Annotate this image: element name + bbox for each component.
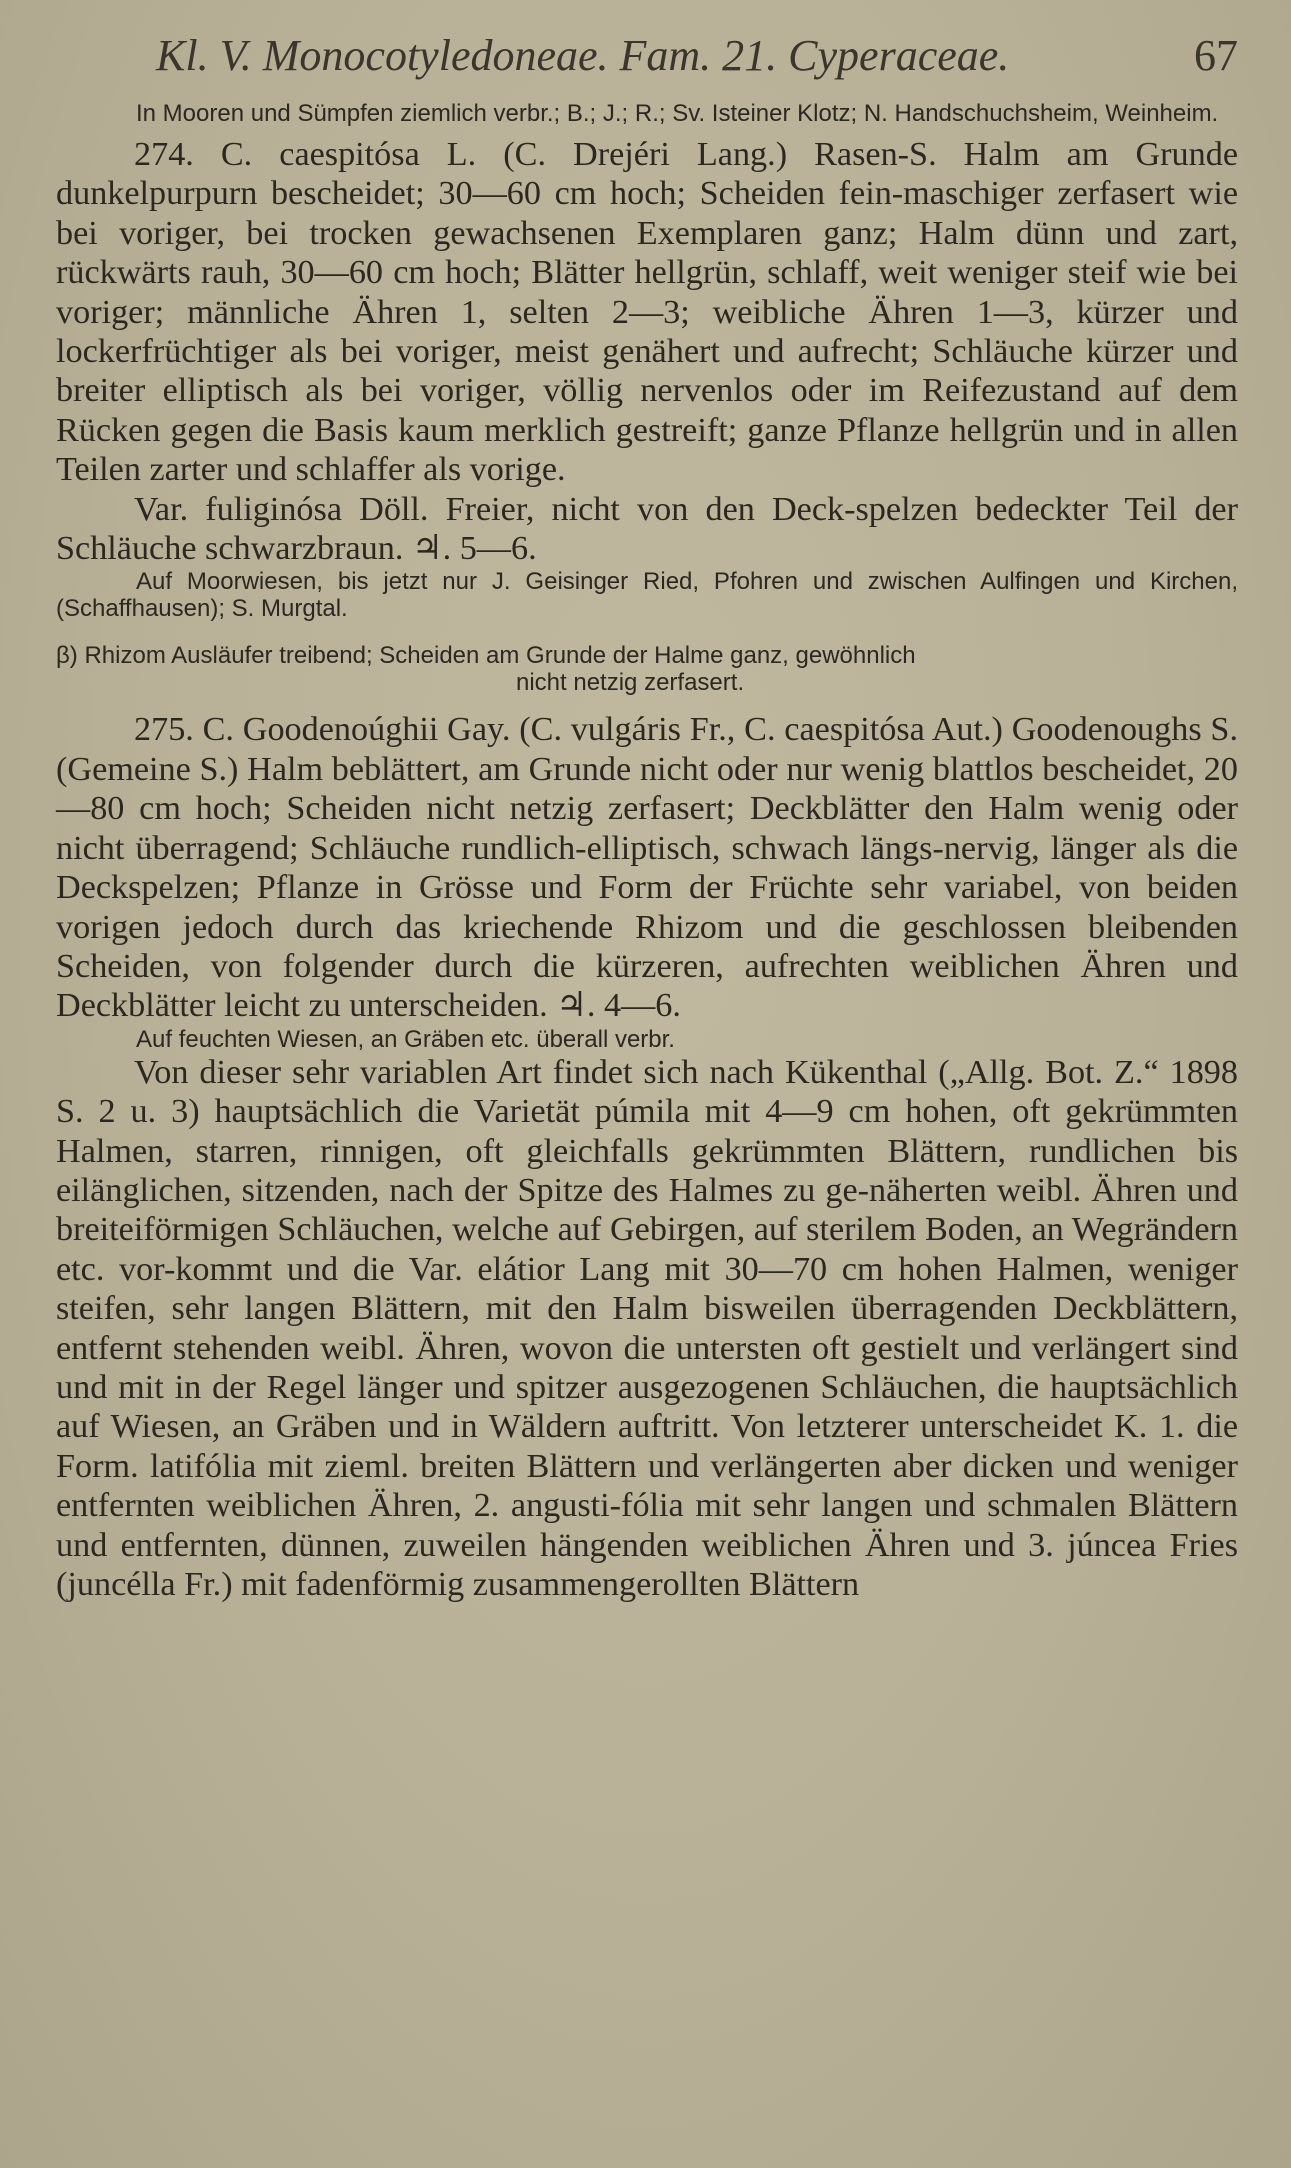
running-header — [56, 30, 1238, 100]
species-275-description: 275. C. Goodenoúghii Gay. (C. vulgáris Fr., C. caespitósa Aut.) Goodenoughs S. (Gemeine S.) Halm beblättert, am Grunde nicht oder nur wenig blattlos bescheidet, 20—80 cm hoch; Scheiden nicht netzig zerfasert; Deckblätter den Halm wenig oder nicht überragend; Schläuche rundlich-elliptisch, schwach längs-nervig, länger als die Deckspelzen; Pflanze in Grösse und Form der Früchte sehr variabel, von beiden vorigen jedoch durch das kriechende Rhizom und die geschlossen bleibenden Scheiden, von folgender durch die kürzeren, aufrechten weiblichen Ähren und Deckblätter leicht zu unterscheiden. ♃. 4—6. — [56, 711, 1238, 1025]
running-title: Kl. V. Monocotyledoneae. Fam. 21. Cyperaceae. — [156, 31, 1010, 80]
key-beta-line: β) Rhizom Ausläufer treibend; Scheiden am Grunde der Halme ganz, gewöhnlich — [56, 642, 916, 670]
page-number: 67 — [1194, 31, 1238, 80]
text-column — [56, 30, 1238, 1604]
key-beta-line-cont: nicht netzig zerfasert. — [516, 669, 745, 697]
habitat-note-273: In Mooren und Sümpfen ziemlich verbr.; B.; J.; R.; Sv. Isteiner Klotz; N. Handschuchsheim, Weinheim. — [136, 100, 1219, 127]
variety-fuliginosa: Var. fuliginósa Döll. Freier, nicht von den Deck-spelzen bedeckter Teil der Schläuche schwarzbraun. ♃. 5—6. — [56, 490, 1238, 568]
species-274-description: 274. C. caespitósa L. (C. Drejéri Lang.) Rasen-S. Halm am Grunde dunkelpurpurn bescheidet; 30—60 cm hoch; Scheiden fein-maschiger zerfasert wie bei voriger, bei trocken gewachsenen Exemplaren ganz; Halm dünn und zart, rückwärts rauh, 30—60 cm hoch; Blätter hellgrün, schlaff, weit weniger steif wie bei voriger; männliche Ähren 1, selten 2—3; weibliche Ähren 1—3, kürzer und lockerfrüchtiger als bei voriger, meist genähert und aufrecht; Schläuche kürzer und breiter elliptisch als bei voriger, völlig nervenlos oder im Reifezustand auf dem Rücken gegen die Basis kaum merklich gestreift; ganze Pflanze hellgrün und in allen Teilen zarter und schlaffer als vorige. — [56, 136, 1238, 489]
habitat-note-275: Auf feuchten Wiesen, an Gräben etc. überall verbr. — [136, 1025, 675, 1053]
variety-discussion: Von dieser sehr variablen Art findet sich nach Kükenthal („Allg. Bot. Z.“ 1898 S. 2 u. 3) hauptsächlich die Varietät púmila mit 4—9 cm hohen, oft gekrümmten Halmen, starren, rinnigen, oft gleichfalls gekrümmten Blättern, rundlichen bis eilänglichen, sitzenden, nach der Spitze des Halmes zu ge-näherten weibl. Ähren und breiteiförmigen Schläuchen, welche auf Gebirgen, auf sterilem Boden, an Wegrändern etc. vor-kommt und die Var. elátior Lang mit 30—70 cm hohen Halmen, weniger steifen, sehr langen Blättern, mit den Halm bisweilen überragenden Deckblättern, entfernt stehenden weibl. Ähren, wovon die untersten oft gestielt und verlängert sind und mit in der Regel länger und spitzer ausgezogenen Schläuchen, die hauptsächlich auf Wiesen, an Gräben und in Wäldern auftritt. Von letzterer unterscheidet K. 1. die Form. latifólia mit zieml. breiten Blättern und verlängerten aber dicken und weniger entfernten weiblichen Ähren, 2. angusti-fólia mit sehr langen und schmalen Blättern und entfernten, dünnen, zuweilen hängenden weiblichen Ähren und 3. júncea Fries (juncélla Fr.) mit fadenförmig zusammengerollten Blättern — [56, 1053, 1238, 1603]
habitat-note-274: Auf Moorwiesen, bis jetzt nur J. Geisinger Ried, Pfohren und zwischen Aulfingen und Kirchen, (Schaffhausen); S. Murgtal. — [56, 568, 1238, 623]
